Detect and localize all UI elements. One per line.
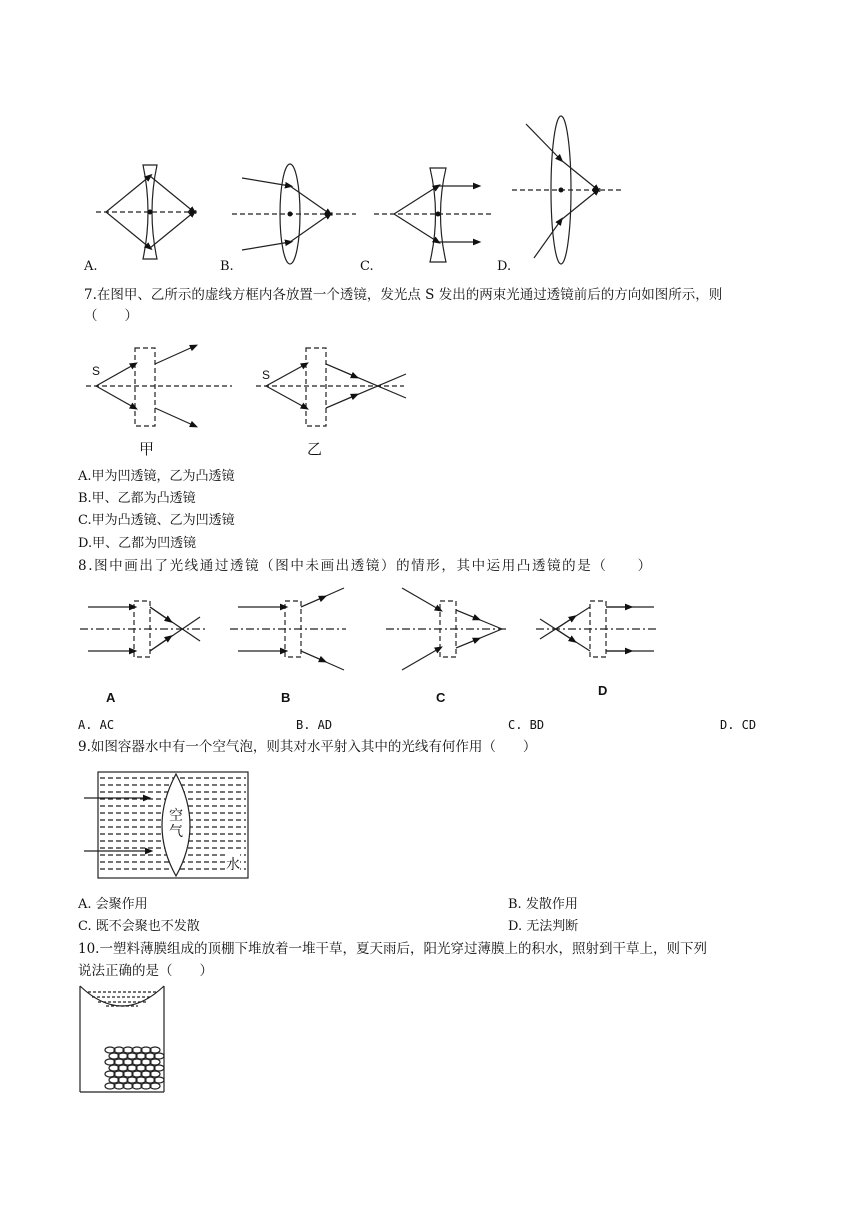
q9-water-label: 水 <box>226 854 240 874</box>
q8-figure-label-d: D <box>598 683 608 698</box>
q6-label-d: D. <box>497 259 512 274</box>
q7-point-s-left: S <box>92 364 101 378</box>
q8-option-c: C. BD <box>508 718 545 732</box>
q6-label-b: B. <box>220 259 234 274</box>
q7-option-b: B.甲、乙都为凸透镜 <box>78 491 196 506</box>
q9-option-c: C. 既不会聚也不发散 <box>78 919 200 934</box>
q7-option-c: C.甲为凸透镜、乙为凹透镜 <box>78 513 235 528</box>
q8-stem: 8.图中画出了光线通过透镜（图中未画出透镜）的情形，其中运用凸透镜的是（ ） <box>78 558 653 574</box>
q7-stem: 7.在图甲、乙所示的虚线方框内各放置一个透镜，发光点 S 发出的两束光通过透镜前后的方向如图所示，则 <box>84 287 723 303</box>
q9-option-a: A. 会聚作用 <box>78 897 148 912</box>
q6-label-c: C. <box>360 259 374 274</box>
q7-option-a: A.甲为凹透镜，乙为凸透镜 <box>78 469 235 484</box>
q8-figure-label-c: C <box>436 690 446 705</box>
q9-option-d: D. 无法判断 <box>508 919 579 934</box>
q8-option-a: A. AC <box>78 718 115 732</box>
q10-stem-cont: 说法正确的是（ ） <box>78 963 213 979</box>
q9-stem: 9.如图容器水中有一个空气泡，则其对水平射入其中的光线有何作用（ ） <box>78 739 537 755</box>
q6-label-a: A. <box>84 259 98 274</box>
q8-figure-label-a: A <box>106 690 116 705</box>
q9-air-label: 空气 <box>169 808 183 840</box>
q7-stem-cont: （ ） <box>84 308 138 324</box>
q7-option-d: D.甲、乙都为凹透镜 <box>78 536 197 551</box>
q7-figure-label-left: 甲 <box>139 440 155 458</box>
q10-stem: 10.一塑料薄膜组成的顶棚下堆放着一堆干草，夏天雨后，阳光穿过薄膜上的积水，照射到干草上，则下列 <box>78 941 707 957</box>
q8-option-b: B. AD <box>296 718 333 732</box>
q8-figure-label-b: B <box>281 690 291 705</box>
q7-point-s-right: S <box>262 368 271 382</box>
q8-option-d: D. CD <box>720 718 757 732</box>
q9-option-b: B. 发散作用 <box>508 897 578 912</box>
q7-figure-label-right: 乙 <box>307 440 323 458</box>
